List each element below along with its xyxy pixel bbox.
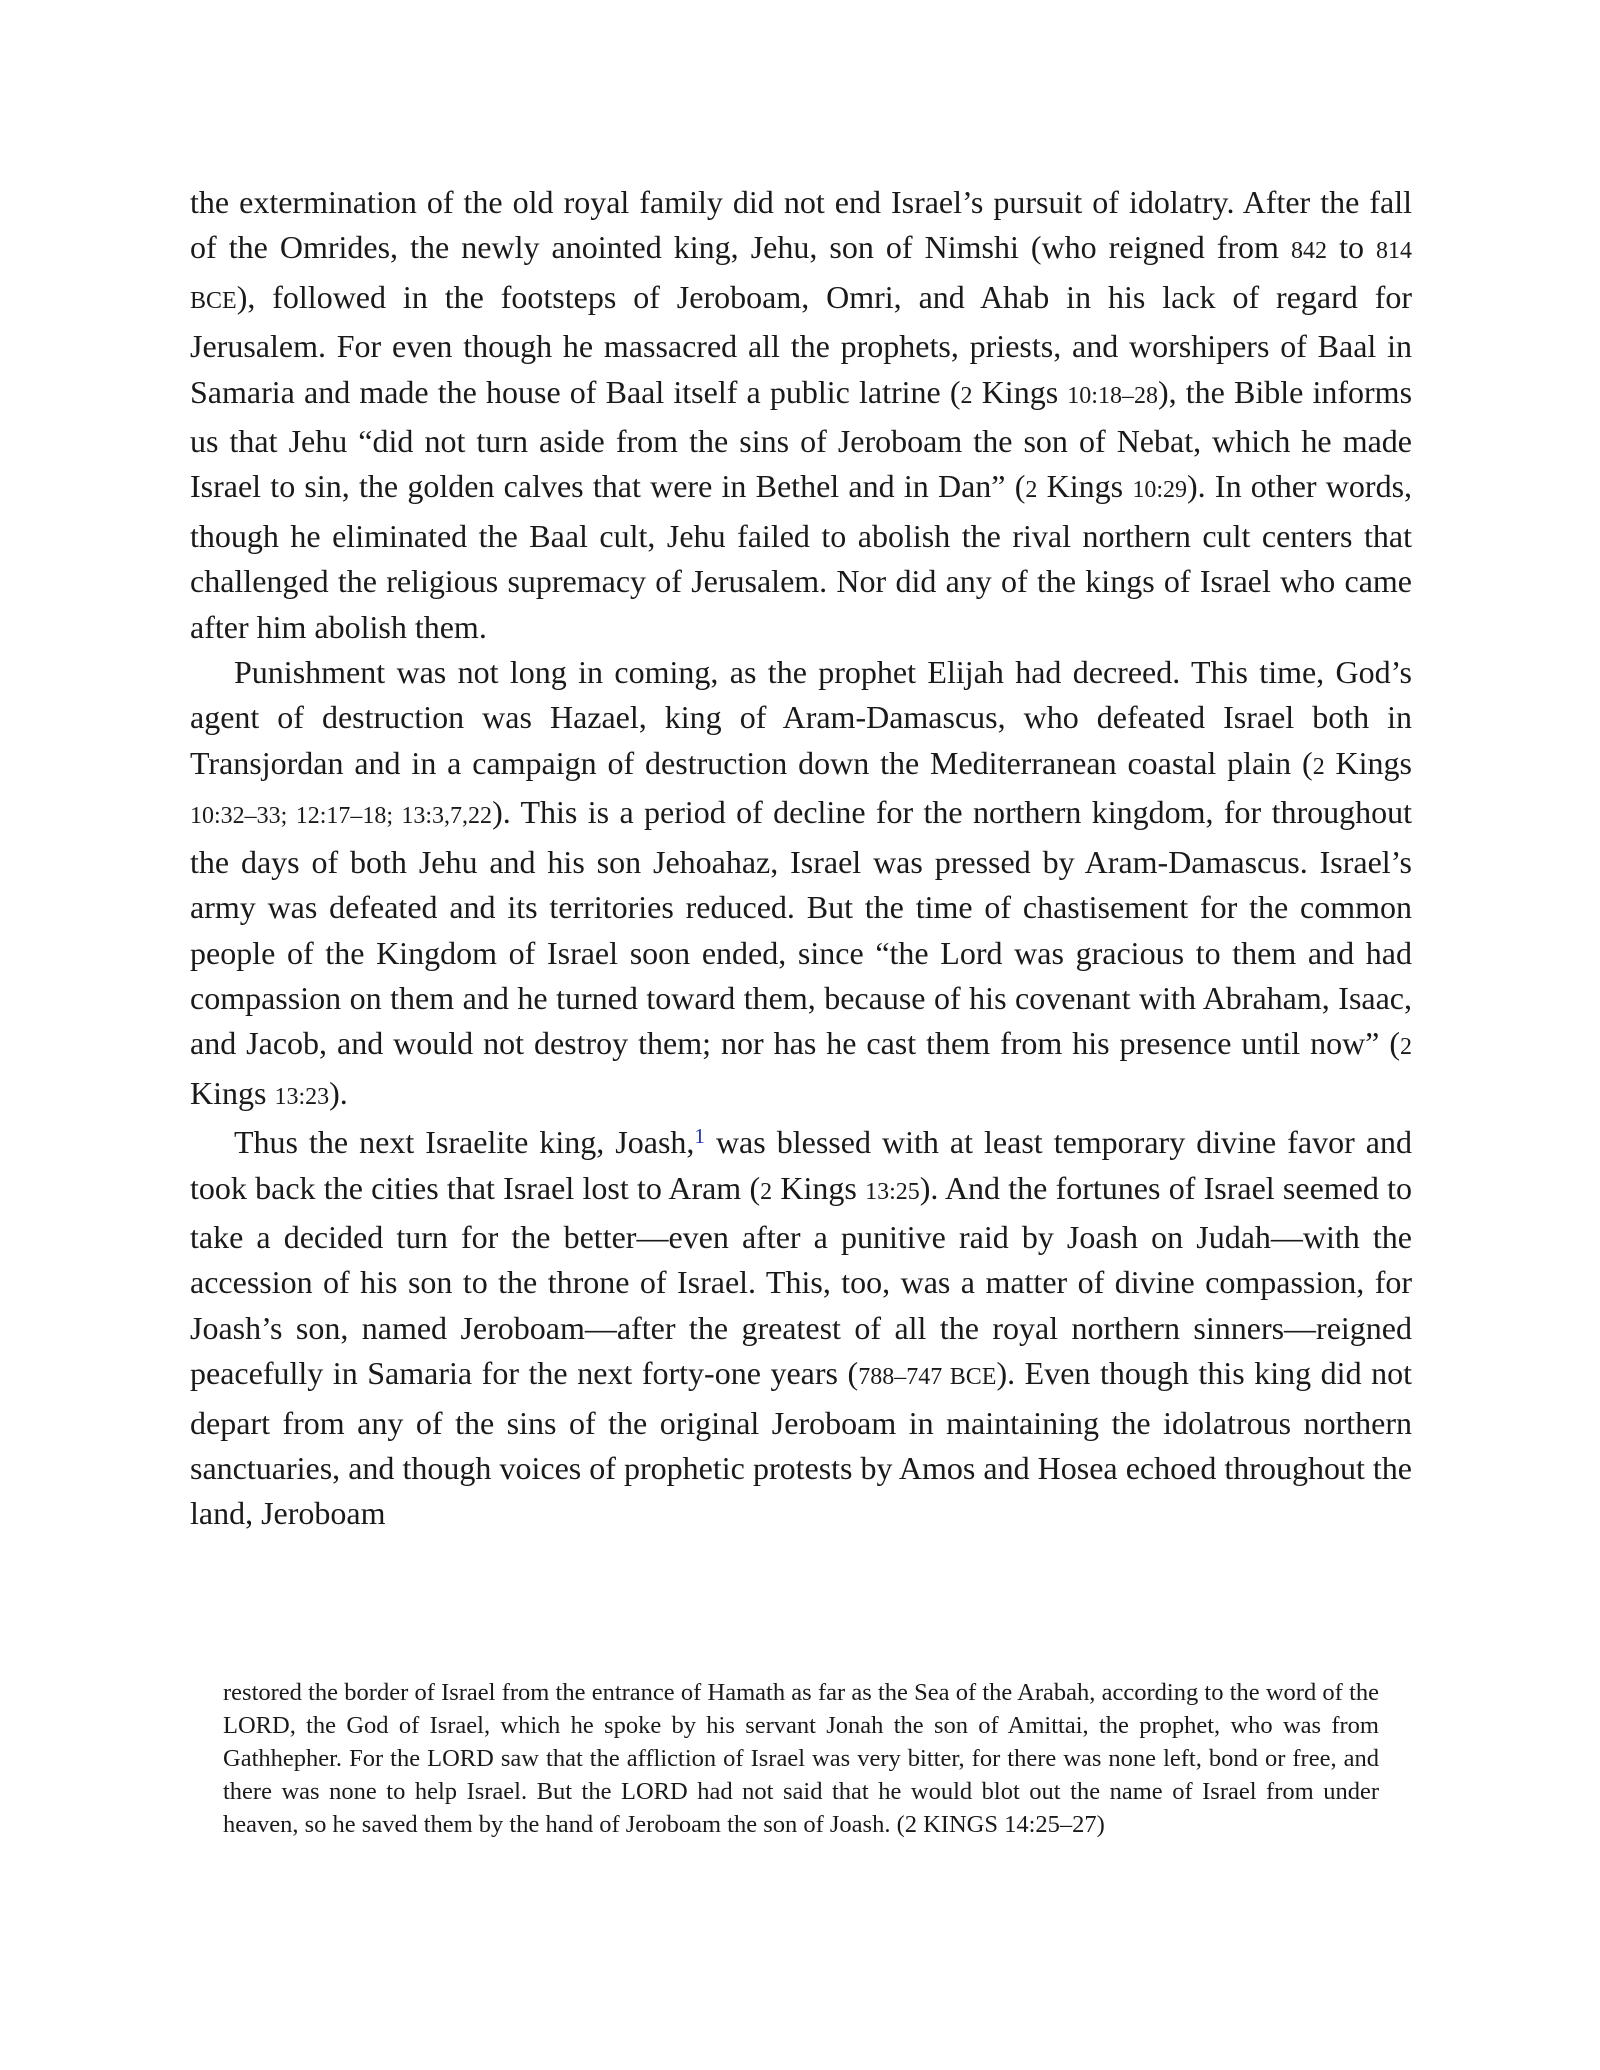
text-run: ). — [329, 1074, 348, 1111]
citation-numeral: 13:25 — [865, 1178, 920, 1205]
text-run: to — [1327, 229, 1377, 266]
paragraph — [190, 650, 1412, 1120]
citation-numeral: 814 BCE — [190, 238, 1413, 314]
text-run: Kings — [1037, 468, 1133, 505]
citation-numeral: 2 — [1400, 1034, 1412, 1061]
paragraph — [190, 180, 1412, 650]
citation-numeral: 10:29 — [1132, 477, 1188, 504]
citation-numeral: 2 — [1312, 753, 1325, 780]
text-run: was blessed with at least temporary divine favor and took back the cities that Israel lost to Aram ( — [190, 1124, 1413, 1206]
citation-numeral: 13:23 — [274, 1083, 330, 1110]
text-run: the extermination of the old royal family did not end Israel’s pursuit of idolatry. After the fall of the Omrides, the newly anointed king, Jehu, son of Nimshi (who reigned from — [190, 184, 1412, 266]
text-run: Punishment was not long in coming, as the prophet Elijah had decreed. This time, God’s agent of destruction was Hazael, king of Aram-Damascus, who defeated Israel both in Transjordan and in a campaign of destruction down the Mediterranean coastal plain ( — [190, 654, 1412, 781]
text-run: ), followed in the footsteps of Jeroboam, Omri, and Ahab in his lack of regard for Jerusalem. For even though he massacred all the prophets, priests, and worshipers of Baal in Samaria and made the house of Baal itself a public latrine ( — [190, 278, 1412, 410]
citation-numeral: 2 — [1025, 477, 1038, 504]
text-run: ). In other words, though he eliminated the Baal cult, Jehu failed to abolish the rival northern cult centers that challenged the religious supremacy of Jerusalem. Nor did any of the kings of Israel who came after him abolish them. — [190, 468, 1413, 645]
text-run: Thus the next Israelite king, Joash, — [234, 1124, 695, 1161]
text-run: Kings — [1324, 744, 1413, 781]
citation-numeral: 842 — [1291, 238, 1328, 265]
citation-numeral: 10:32–33; 12:17–18; 13:3,7,22 — [190, 803, 493, 830]
text-run: Kings — [190, 1074, 275, 1111]
text-run: ). This is a period of decline for the northern kingdom, for throughout the days of both Jehu and his son Jehoahaz, Israel was pressed by Aram-Damascus. Israel’s army was defeated and its territories reduced. But the time of chastisement for the common people of the Kingdom of Israel soon ended, since “the Lord was gracious to them and had compassion on them and he turned toward them, because of his covenant with Abraham, Isaac, and Jacob, and would not destroy them; nor has he cast them from his presence until now” ( — [190, 794, 1413, 1062]
text-run: Kings — [772, 1169, 866, 1206]
citation-numeral: 788–747 BCE — [858, 1364, 997, 1391]
body-text — [190, 180, 1412, 1537]
block-quote: restored the border of Israel from the entrance of Hamath as far as the Sea of the Arabah, according to the word of the LORD, the God of Israel, which he spoke by his servant Jonah the son of Amittai, the prophet, who was from Gathhepher. For the LORD saw that the affliction of Israel was very bitter, for there was none left, bond or free, and there was none to help Israel. But the LORD had not said that he would blot out the name of Israel from under heaven, so he saved them by the hand of Jeroboam the son of Joash. (2 KINGS 14:25–27) — [223, 1679, 1379, 1838]
paragraph — [190, 1120, 1412, 1537]
citation-numeral: 2 — [760, 1178, 773, 1205]
footnote-reference-link[interactable]: 1 — [694, 1124, 705, 1149]
text-run: ). Even though this king did not depart from any of the sins of the original Jeroboam in maintaining the idolatrous northern sanctuaries, and though voices of prophetic protests by Amos and Hosea echoed throughout the land, Jeroboam — [190, 1355, 1413, 1532]
citation-numeral: 2 — [960, 382, 973, 409]
text-run: Kings — [972, 373, 1068, 410]
citation-numeral: 10:18–28 — [1067, 382, 1158, 409]
text-run: ). And the fortunes of Israel seemed to take a decided turn for the better—even after a punitive raid by Joash on Judah—with the accession of his son to the throne of Israel. This, too, was a matter of divine compassion, for Joash’s son, named Jeroboam—after the greatest of all the royal northern sinners—reigned peacefully in Samaria for the next forty-one years ( — [190, 1169, 1413, 1392]
text-run: ), the Bible informs us that Jehu “did not turn aside from the sins of Jeroboam the son of Nebat, which he made Israel to sin, the golden calves that were in Bethel and in Dan” ( — [190, 373, 1413, 505]
